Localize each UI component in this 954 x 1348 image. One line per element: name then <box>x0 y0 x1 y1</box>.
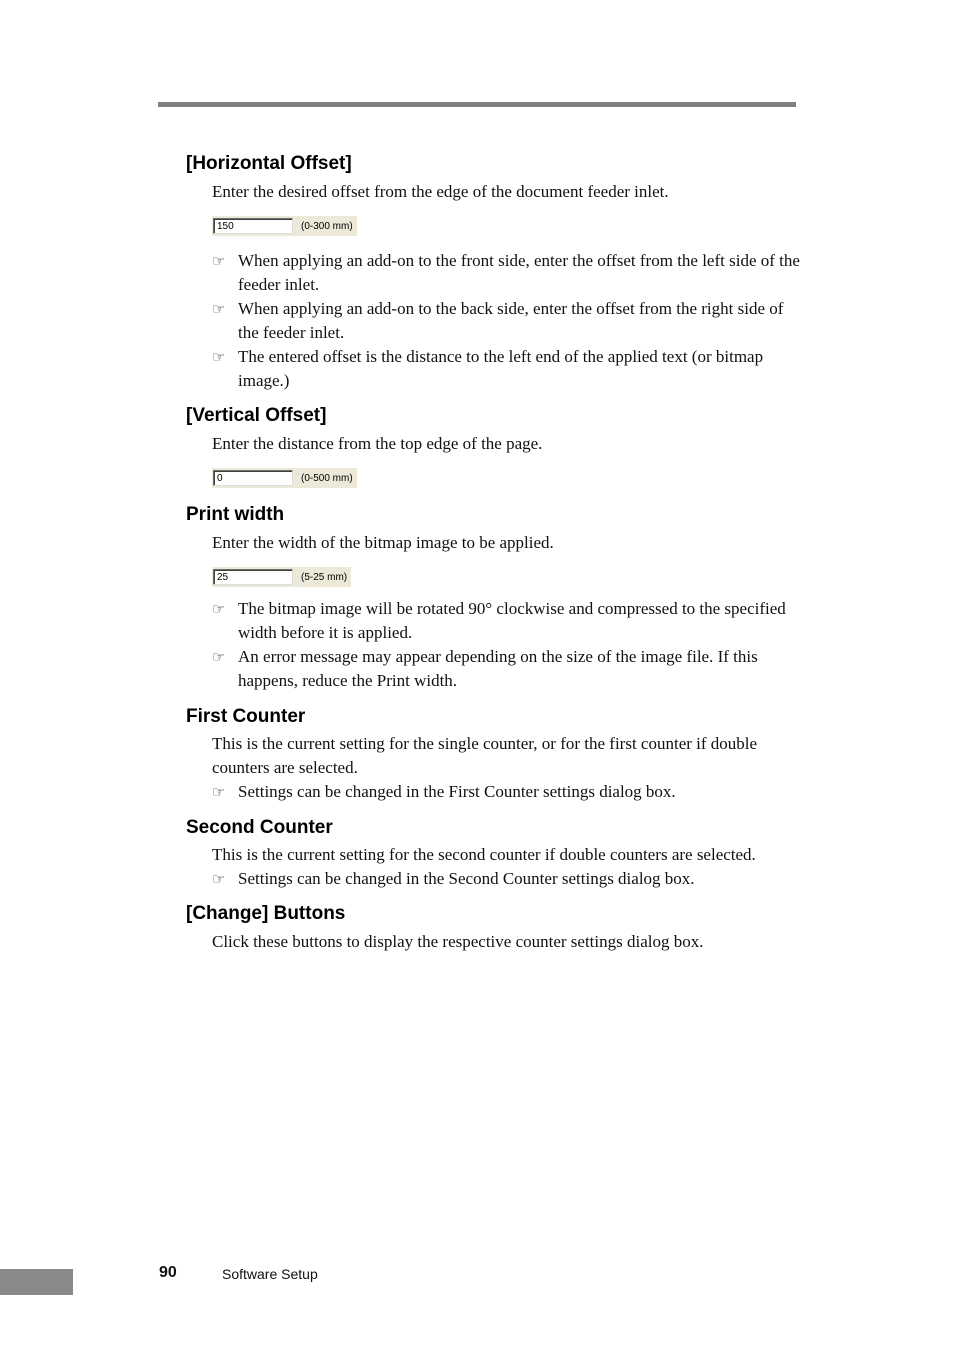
horizontal-offset-range: (0-300 mm) <box>301 220 353 232</box>
section-heading: First Counter <box>186 706 306 727</box>
section-heading: Print width <box>186 504 285 525</box>
note-item: ☞ When applying an add-on to the back side, enter the offset from the right side of the feeder inlet. <box>212 299 784 342</box>
header-rule <box>158 102 796 107</box>
page-number: 90 <box>159 1264 177 1281</box>
section-description: Enter the distance from the top edge of the page. <box>212 434 543 453</box>
horizontal-offset-input[interactable] <box>213 218 293 234</box>
section-heading: Second Counter <box>186 817 333 838</box>
horizontal-offset-notes <box>186 249 806 393</box>
pointing-hand-icon: ☞ <box>212 783 226 801</box>
section-change-buttons <box>186 902 806 954</box>
section-vertical-offset <box>186 404 806 456</box>
note-item: ☞ Settings can be changed in the First Counter settings dialog box. <box>212 780 806 804</box>
section-heading: [Horizontal Offset] <box>186 153 352 174</box>
print-width-input[interactable] <box>213 569 293 585</box>
print-width-field <box>212 567 351 587</box>
section-heading: [Vertical Offset] <box>186 405 327 426</box>
section-description: This is the current setting for the single counter, or for the first counter if double counters are selected. <box>212 734 758 777</box>
pointing-hand-icon: ☞ <box>212 870 226 888</box>
pointing-hand-icon: ☞ <box>212 600 226 618</box>
pointing-hand-icon: ☞ <box>212 300 226 318</box>
section-description: Enter the desired offset from the edge of the document feeder inlet. <box>212 182 669 201</box>
note-item: ☞ When applying an add-on to the front side, enter the offset from the left side of the feeder inlet. <box>212 251 800 294</box>
vertical-offset-input[interactable] <box>213 470 293 486</box>
print-width-range: (5-25 mm) <box>301 571 348 583</box>
note-item: ☞ The entered offset is the distance to the left end of the applied text (or bitmap image.) <box>212 347 764 390</box>
section-heading: [Change] Buttons <box>186 903 346 924</box>
vertical-offset-range: (0-500 mm) <box>301 472 353 484</box>
pointing-hand-icon: ☞ <box>212 252 226 270</box>
pointing-hand-icon: ☞ <box>212 648 226 666</box>
note-item: ☞ Settings can be changed in the Second Counter settings dialog box. <box>212 867 806 891</box>
section-first-counter <box>186 705 806 804</box>
section-print-width <box>186 503 806 555</box>
pointing-hand-icon: ☞ <box>212 348 226 366</box>
print-width-notes <box>186 597 806 693</box>
section-second-counter <box>186 816 806 891</box>
section-horizontal-offset <box>186 152 806 204</box>
vertical-offset-field <box>212 468 357 488</box>
footer-bar <box>0 1269 73 1295</box>
section-description: Click these buttons to display the respective counter settings dialog box. <box>212 932 704 951</box>
section-description: Enter the width of the bitmap image to be applied. <box>212 533 554 552</box>
horizontal-offset-field <box>212 216 357 236</box>
note-item: ☞ An error message may appear depending on the size of the image file. If this happens, reduce the Print width. <box>212 647 758 690</box>
section-description: This is the current setting for the second counter if double counters are selected. <box>212 845 756 864</box>
note-item: ☞ The bitmap image will be rotated 90° clockwise and compressed to the specified width before it is applied. <box>212 599 786 642</box>
footer-title: Software Setup <box>222 1266 318 1282</box>
